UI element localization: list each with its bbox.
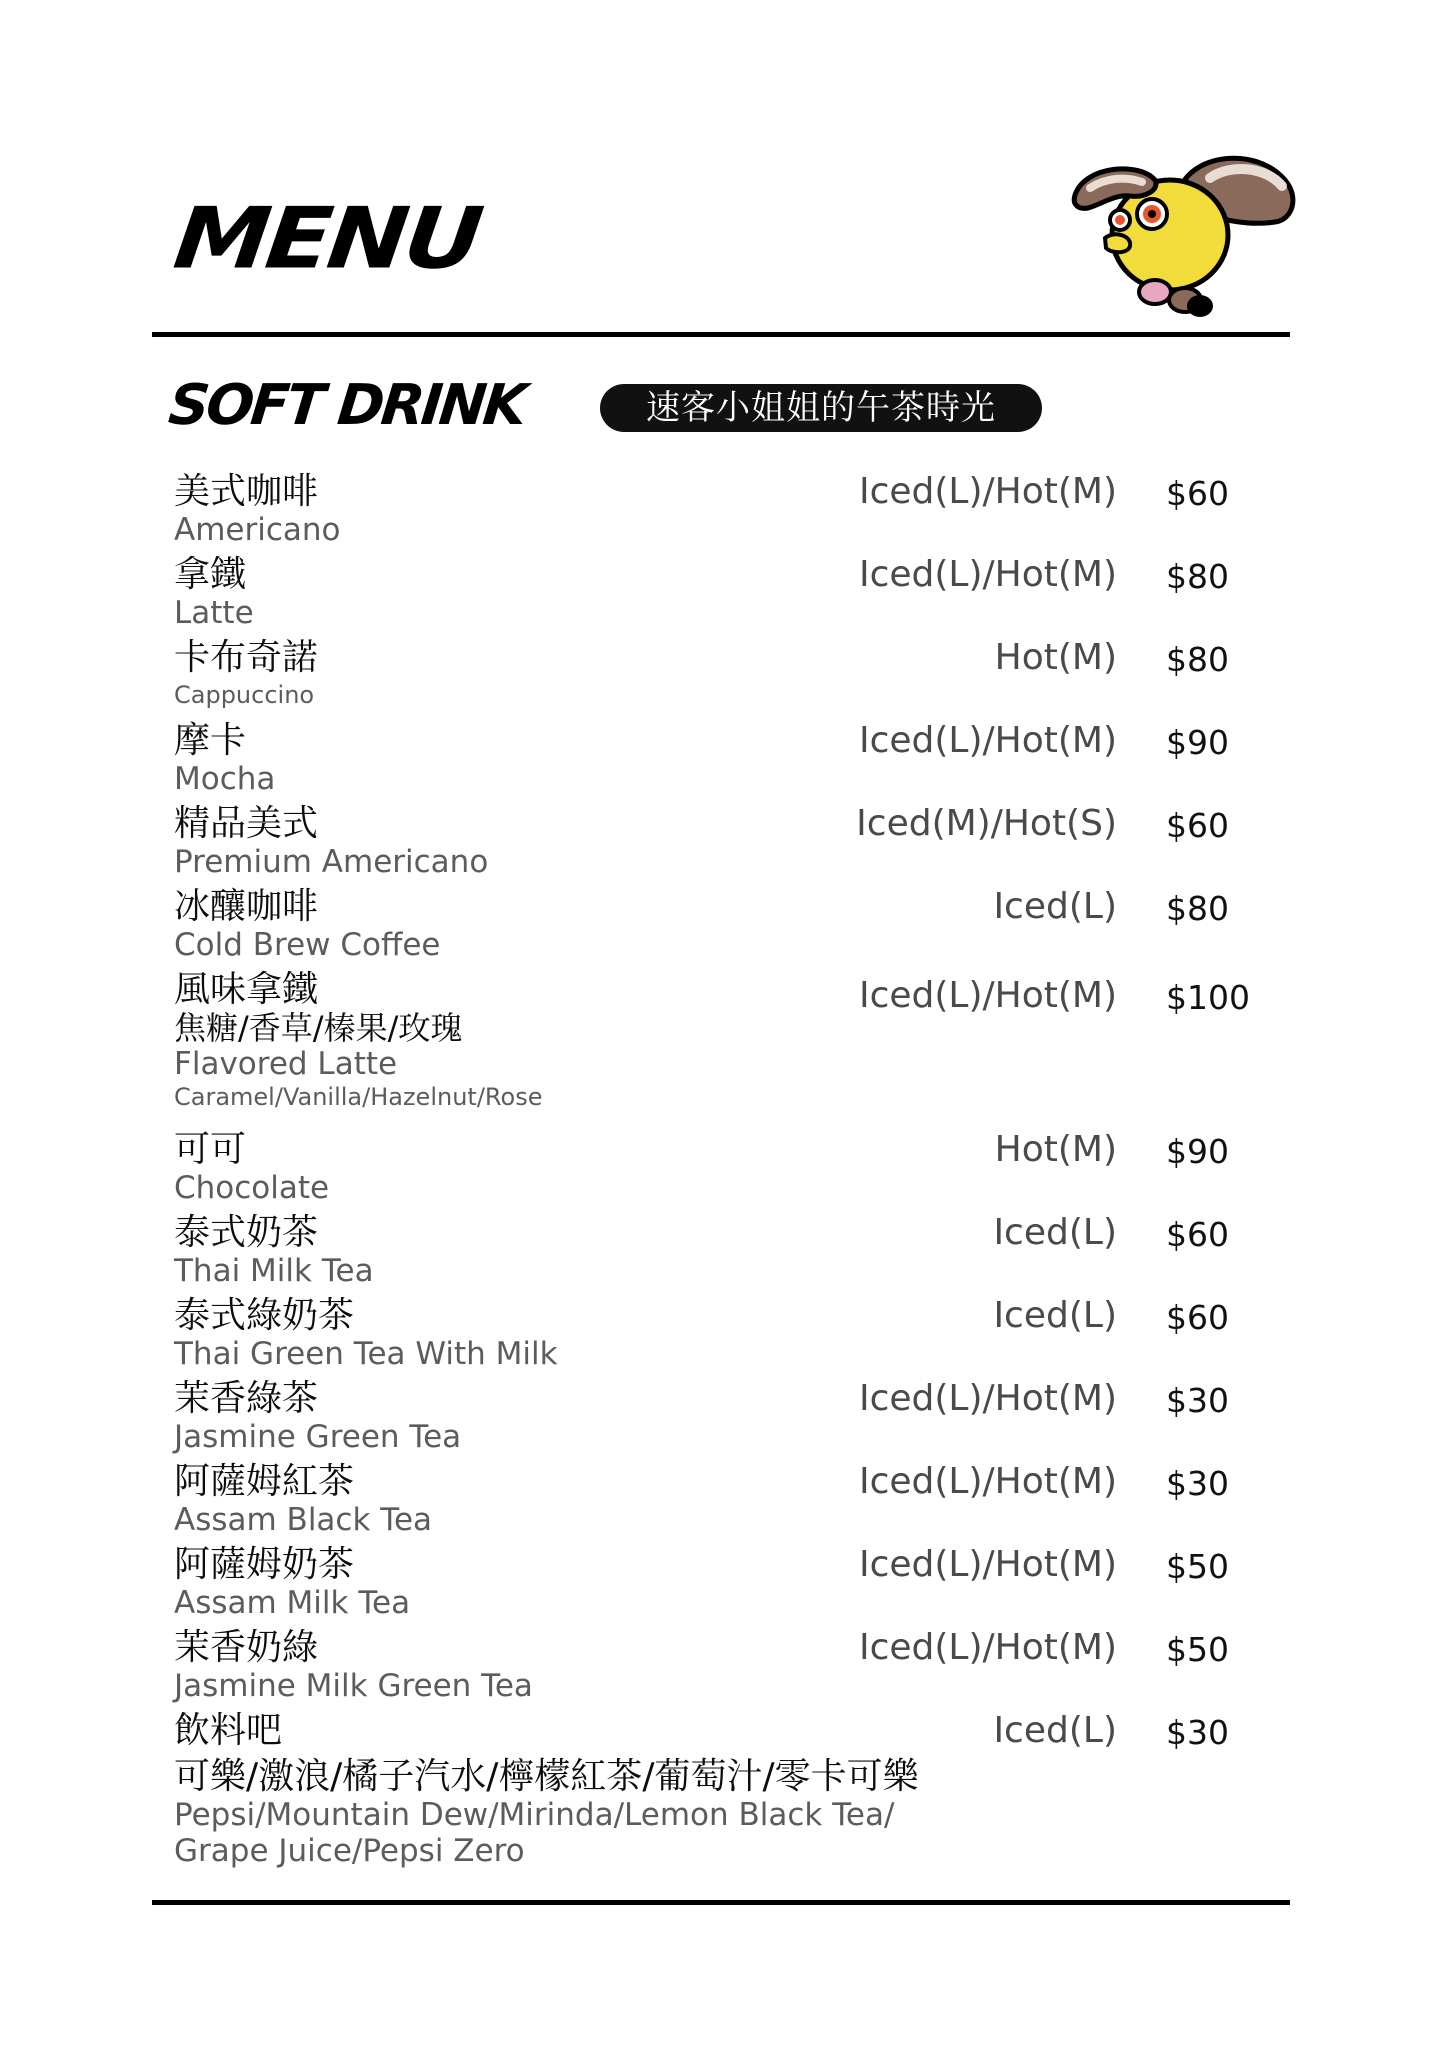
item-size: Iced(L)/Hot(M): [858, 975, 1117, 1016]
item-name-zh: 泰式綠奶茶: [174, 1295, 355, 1336]
menu-item: [174, 1711, 1324, 1869]
item-name-zh: 摩卡: [174, 720, 247, 761]
item-name-en: Mocha: [174, 761, 276, 797]
menu-item: [174, 1130, 1324, 1206]
menu-item: [174, 472, 1324, 548]
section-title: SOFT DRINK: [165, 373, 528, 438]
item-price: $30: [1166, 1713, 1229, 1752]
item-name-en: Chocolate: [174, 1170, 330, 1206]
item-size: Iced(L)/Hot(M): [858, 471, 1117, 512]
item-price: $80: [1166, 640, 1229, 679]
menu-item: [174, 555, 1324, 631]
item-size: Iced(L)/Hot(M): [858, 1378, 1117, 1419]
menu-item: [174, 887, 1324, 963]
item-price: $90: [1166, 723, 1229, 762]
menu-item: [174, 1213, 1324, 1289]
section-tagline-badge: 速客小姐姐的午茶時光: [600, 384, 1042, 432]
item-size: Iced(L): [993, 886, 1117, 927]
item-price: $60: [1166, 1298, 1229, 1337]
item-price: $50: [1166, 1547, 1229, 1586]
item-name-en: Assam Black Tea: [174, 1502, 433, 1538]
menu-item: [174, 638, 1324, 710]
item-name-zh: 飲料吧: [174, 1710, 283, 1751]
footer-divider: [152, 1900, 1290, 1905]
item-name-en: Jasmine Milk Green Tea: [174, 1668, 533, 1704]
item-price: $60: [1166, 1215, 1229, 1254]
item-name-en: Thai Green Tea With Milk: [174, 1336, 558, 1372]
item-name-zh: 冰釀咖啡: [174, 886, 319, 927]
item-size: Hot(M): [994, 1129, 1117, 1170]
item-size: Iced(L)/Hot(M): [858, 1627, 1117, 1668]
item-size: Iced(M)/Hot(S): [856, 803, 1117, 844]
item-name-en: Cold Brew Coffee: [174, 927, 441, 963]
menu-title: MENU: [169, 188, 485, 288]
item-price: $60: [1166, 474, 1229, 513]
item-name-zh: 阿薩姆紅茶: [174, 1461, 355, 1502]
menu-item: [174, 1462, 1324, 1538]
item-price: $60: [1166, 806, 1229, 845]
item-size: Hot(M): [994, 637, 1117, 678]
item-name-zh: 精品美式: [174, 803, 319, 844]
item-options-zh: 可樂/激浪/橘子汽水/檸檬紅茶/葡萄汁/零卡可樂: [174, 1756, 919, 1797]
item-price: $30: [1166, 1381, 1229, 1420]
item-name-en: Assam Milk Tea: [174, 1585, 411, 1621]
item-name-en: Premium Americano: [174, 844, 489, 880]
item-flavors-zh: 焦糖/香草/榛果/玫瑰: [174, 1009, 463, 1047]
item-name-zh: 泰式奶茶: [174, 1212, 319, 1253]
item-name-zh: 拿鐵: [174, 554, 247, 595]
menu-item: [174, 1296, 1324, 1372]
menu-item: [174, 970, 1324, 1112]
item-name-en: Flavored Latte: [174, 1046, 398, 1082]
item-name-en: Cappuccino: [174, 681, 315, 709]
item-name-zh: 美式咖啡: [174, 471, 319, 512]
item-name-en: Jasmine Green Tea: [174, 1419, 462, 1455]
item-name-en: Americano: [174, 512, 341, 548]
item-name-en: Thai Milk Tea: [174, 1253, 374, 1289]
item-price: $30: [1166, 1464, 1229, 1503]
item-name-en: Latte: [174, 595, 254, 631]
item-options-en: Pepsi/Mountain Dew/Mirinda/Lemon Black Tea/: [174, 1797, 895, 1833]
item-size: Iced(L): [993, 1295, 1117, 1336]
item-name-zh: 卡布奇諾: [174, 637, 319, 678]
item-name-zh: 風味拿鐵: [174, 969, 319, 1010]
item-price: $100: [1166, 978, 1250, 1017]
item-flavors-en: Caramel/Vanilla/Hazelnut/Rose: [174, 1083, 543, 1111]
menu-item: [174, 1628, 1324, 1704]
item-name-zh: 茉香奶綠: [174, 1627, 319, 1668]
menu-item: [174, 1379, 1324, 1455]
item-price: $80: [1166, 557, 1229, 596]
item-size: Iced(L)/Hot(M): [858, 1544, 1117, 1585]
menu-item: [174, 804, 1324, 880]
item-name-zh: 茉香綠茶: [174, 1378, 319, 1419]
item-size: Iced(L)/Hot(M): [858, 554, 1117, 595]
item-size: Iced(L): [993, 1212, 1117, 1253]
item-size: Iced(L)/Hot(M): [858, 720, 1117, 761]
item-price: $80: [1166, 889, 1229, 928]
menu-item: [174, 721, 1324, 797]
item-size: Iced(L)/Hot(M): [858, 1461, 1117, 1502]
item-price: $90: [1166, 1132, 1229, 1171]
item-options-en-line2: Grape Juice/Pepsi Zero: [174, 1833, 525, 1869]
menu-item: [174, 1545, 1324, 1621]
item-size: Iced(L): [993, 1710, 1117, 1751]
item-name-zh: 可可: [174, 1129, 247, 1170]
item-name-zh: 阿薩姆奶茶: [174, 1544, 355, 1585]
item-price: $50: [1166, 1630, 1229, 1669]
